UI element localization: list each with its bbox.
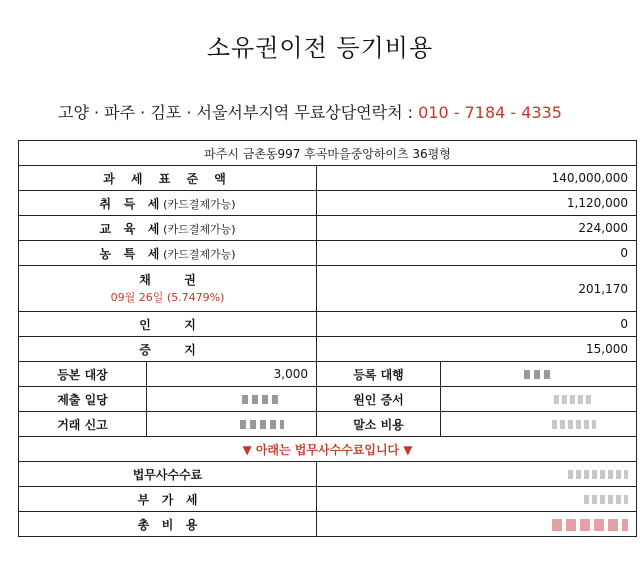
bond-note: 09월 26일 (5.7479%) [110, 290, 225, 304]
trade-masked [147, 412, 317, 437]
masked-value [584, 495, 628, 504]
reg-agent-masked [441, 362, 637, 387]
copy-label: 등본 대장 [19, 362, 147, 387]
table-row [19, 216, 637, 241]
acq-tax-label: 취 득 세 [99, 196, 160, 211]
masked-value [242, 395, 282, 404]
submit-masked [147, 387, 317, 412]
contact-prefix: 고양 · 파주 · 김포 · 서울서부지역 무료상담연락처 : [58, 103, 414, 122]
total-label: 총 비 용 [19, 512, 317, 537]
cause-masked [441, 387, 637, 412]
masked-value [240, 420, 284, 429]
table-row [19, 512, 637, 537]
contact-line [58, 100, 640, 123]
edu-tax-sub: (카드결제가능) [163, 222, 236, 236]
acq-tax-sub: (카드결제가능) [163, 197, 236, 211]
farm-tax-label: 농 특 세 [99, 246, 160, 261]
table-row [19, 241, 637, 266]
table-row [19, 312, 637, 337]
submit-label: 제출 일당 [19, 387, 147, 412]
tax-base-label: 과 세 표 준 액 [19, 166, 317, 191]
table-row [19, 387, 637, 412]
bond-value: 201,170 [317, 266, 637, 312]
table-row [19, 487, 637, 512]
page-title: 소유권이전 등기비용 [206, 34, 434, 62]
table-row [19, 337, 637, 362]
cancel-masked [441, 412, 637, 437]
cause-label: 원인 증서 [317, 387, 441, 412]
masked-value [568, 470, 628, 479]
bond-cell [19, 266, 317, 312]
banner-row [19, 437, 637, 462]
farm-tax-cell [19, 241, 317, 266]
bond-label: 채 권 [139, 272, 196, 287]
legal-fee-label: 법무사수수료 [19, 462, 317, 487]
copy-value: 3,000 [147, 362, 317, 387]
table-row [19, 266, 637, 312]
legal-fee-banner: ▼ 아래는 법무사수수료입니다 ▼ [19, 437, 637, 462]
acq-tax-value: 1,120,000 [317, 191, 637, 216]
masked-value [524, 370, 554, 379]
property-name: 파주시 금촌동997 후곡마을중앙하이츠 36평형 [19, 141, 637, 166]
property-row [19, 141, 637, 166]
trade-label: 거래 신고 [19, 412, 147, 437]
stamp-label: 인 지 [19, 312, 317, 337]
certificate-value: 15,000 [317, 337, 637, 362]
table-row [19, 462, 637, 487]
table-row [19, 362, 637, 387]
acq-tax-cell [19, 191, 317, 216]
cancel-label: 말소 비용 [317, 412, 441, 437]
reg-agent-label: 등록 대행 [317, 362, 441, 387]
fee-table [18, 140, 637, 537]
edu-tax-value: 224,000 [317, 216, 637, 241]
table-row [19, 191, 637, 216]
table-row [19, 412, 637, 437]
masked-value [554, 395, 594, 404]
legal-fee-masked [317, 462, 637, 487]
stamp-value: 0 [317, 312, 637, 337]
table-row [19, 166, 637, 191]
edu-tax-label: 교 육 세 [99, 221, 160, 236]
contact-phone: 010 - 7184 - 4335 [418, 103, 562, 122]
total-masked [317, 512, 637, 537]
vat-label: 부 가 세 [19, 487, 317, 512]
vat-masked [317, 487, 637, 512]
farm-tax-value: 0 [317, 241, 637, 266]
tax-base-value: 140,000,000 [317, 166, 637, 191]
masked-value [552, 519, 628, 531]
masked-value [552, 420, 596, 429]
farm-tax-sub: (카드결제가능) [163, 247, 236, 261]
certificate-label: 증 지 [19, 337, 317, 362]
edu-tax-cell [19, 216, 317, 241]
